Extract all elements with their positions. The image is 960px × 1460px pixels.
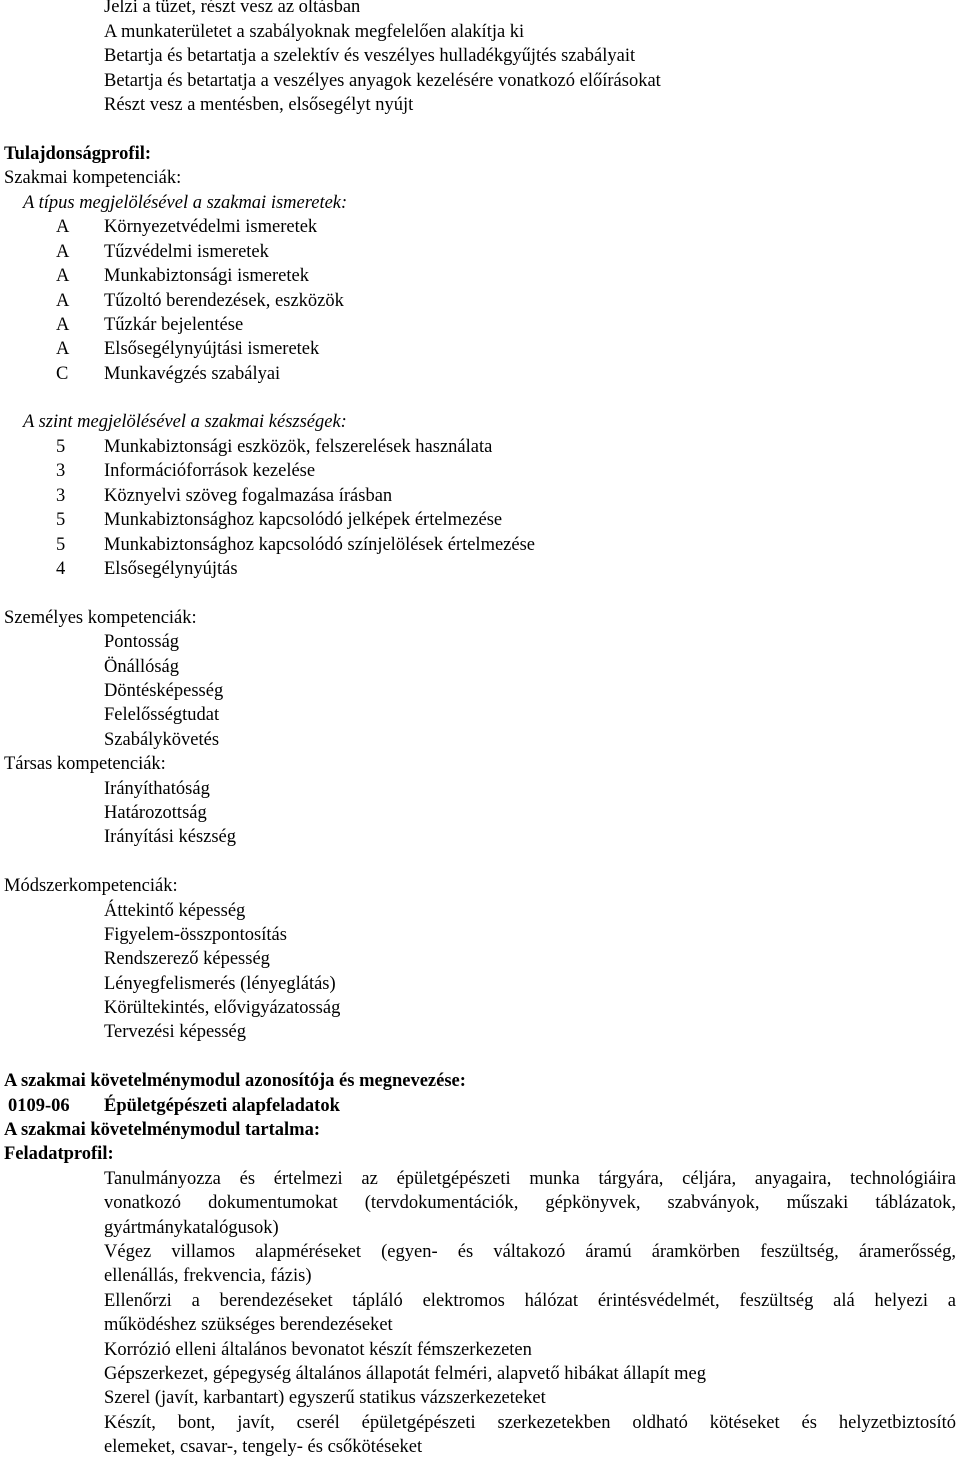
- task-item: Betartja és betartatja a szelektív és veszélyes hulladékgyűjtés szabályait: [104, 46, 636, 66]
- knowledge-heading: A típus megjelölésével a szakmai ismeretek:: [23, 193, 348, 213]
- method-item: Lényegfelismerés (lényeglátás): [104, 974, 336, 994]
- personal-heading: Személyes kompetenciák:: [4, 608, 197, 628]
- skill-level: 3: [56, 461, 66, 481]
- social-item: Irányítási készség: [104, 827, 237, 847]
- knowledge-type: C: [56, 364, 69, 384]
- skill-label: Információforrások kezelése: [104, 461, 316, 481]
- knowledge-type: A: [56, 242, 70, 262]
- task-line: Készít, bont, javít, cserél épületgépészeti szerkezetekben oldható kötéseket és helyzetbiztosító: [104, 1413, 956, 1433]
- profile-title: Tulajdonságprofil:: [4, 144, 152, 164]
- method-item: Tervezési képesség: [104, 1022, 247, 1042]
- task-line: Tanulmányozza és értelmezi az épületgépészeti munka tárgyára, céljára, anyagaira, technológiáira: [104, 1169, 956, 1189]
- knowledge-label: Munkavégzés szabályai: [104, 364, 281, 384]
- task-line: működéshez szükséges berendezéseket: [104, 1315, 393, 1335]
- task-line: Ellenőrzi a berendezéseket tápláló elektromos hálózat érintésvédelmét, feszültség alá helyezi a: [104, 1291, 956, 1311]
- skill-level: 5: [56, 510, 66, 530]
- method-item: Rendszerező képesség: [104, 949, 270, 969]
- knowledge-type: A: [56, 315, 70, 335]
- social-item: Irányíthatóság: [104, 779, 210, 799]
- personal-item: Pontosság: [104, 632, 180, 652]
- module-code: 0109-06: [8, 1096, 70, 1116]
- task-line: Végez villamos alapméréseket (egyen- és váltakozó áramú áramkörben feszültség, áramerősség,: [104, 1242, 956, 1262]
- knowledge-label: Munkabiztonsági ismeretek: [104, 266, 309, 286]
- skill-label: Elsősegélynyújtás: [104, 559, 238, 579]
- task-item: Betartja és betartatja a veszélyes anyagok kezelésére vonatkozó előírásokat: [104, 71, 661, 91]
- skill-label: Köznyelvi szöveg fogalmazása írásban: [104, 486, 393, 506]
- method-item: Figyelem-összpontosítás: [104, 925, 287, 945]
- knowledge-label: Tűzoltó berendezések, eszközök: [104, 291, 344, 311]
- task-item: Részt vesz a mentésben, elsősegélyt nyújt: [104, 95, 414, 115]
- task-line: elemeket, csavar-, tengely- és csőkötéseket: [104, 1437, 423, 1457]
- module-content-heading: A szakmai követelménymodul tartalma:: [4, 1120, 321, 1140]
- knowledge-label: Környezetvédelmi ismeretek: [104, 217, 318, 237]
- task-line: Szerel (javít, karbantart) egyszerű statikus vázszerkezeteket: [104, 1388, 546, 1408]
- skill-level: 3: [56, 486, 66, 506]
- module-name: Épületgépészeti alapfeladatok: [104, 1096, 340, 1116]
- method-item: Körültekintés, elővigyázatosság: [104, 998, 341, 1018]
- knowledge-type: A: [56, 217, 70, 237]
- skill-label: Munkabiztonsági eszközök, felszerelések használata: [104, 437, 493, 457]
- task-item: A munkaterületet a szabályoknak megfelelően alakítja ki: [104, 22, 525, 42]
- social-heading: Társas kompetenciák:: [4, 754, 166, 774]
- skill-label: Munkabiztonsághoz kapcsolódó színjelölések értelmezése: [104, 535, 536, 555]
- personal-item: Szabálykövetés: [104, 730, 220, 750]
- module-id-heading: A szakmai követelménymodul azonosítója és megnevezése:: [4, 1071, 466, 1091]
- skill-level: 5: [56, 535, 66, 555]
- personal-item: Felelősségtudat: [104, 705, 220, 725]
- social-item: Határozottság: [104, 803, 207, 823]
- knowledge-type: A: [56, 291, 70, 311]
- knowledge-type: A: [56, 266, 70, 286]
- task-profile-heading: Feladatprofil:: [4, 1144, 114, 1164]
- personal-item: Önállóság: [104, 657, 180, 677]
- task-line: Korrózió elleni általános bevonatot készít fémszerkezeten: [104, 1340, 532, 1360]
- method-heading: Módszerkompetenciák:: [4, 876, 178, 896]
- skills-heading: A szint megjelölésével a szakmai készségek:: [23, 412, 347, 432]
- task-line: gyártmánykatalógusok): [104, 1218, 279, 1238]
- knowledge-type: A: [56, 339, 70, 359]
- knowledge-label: Tűzkár bejelentése: [104, 315, 244, 335]
- skill-level: 5: [56, 437, 66, 457]
- skill-label: Munkabiztonsághoz kapcsolódó jelképek értelmezése: [104, 510, 503, 530]
- task-line: vonatkozó dokumentumokat (tervdokumentációk, gépkönyvek, szabványok, műszaki táblázatok,: [104, 1193, 956, 1213]
- task-item: Jelzi a tüzet, részt vesz az oltásban: [104, 0, 361, 17]
- knowledge-label: Tűzvédelmi ismeretek: [104, 242, 269, 262]
- professional-competencies-heading: Szakmai kompetenciák:: [4, 168, 182, 188]
- method-item: Áttekintő képesség: [104, 901, 246, 921]
- task-line: ellenállás, frekvencia, fázis): [104, 1266, 312, 1286]
- task-line: Gépszerkezet, gépegység általános állapotát felméri, alapvető hibákat állapít meg: [104, 1364, 707, 1384]
- personal-item: Döntésképesség: [104, 681, 224, 701]
- knowledge-label: Elsősegélynyújtási ismeretek: [104, 339, 320, 359]
- skill-level: 4: [56, 559, 66, 579]
